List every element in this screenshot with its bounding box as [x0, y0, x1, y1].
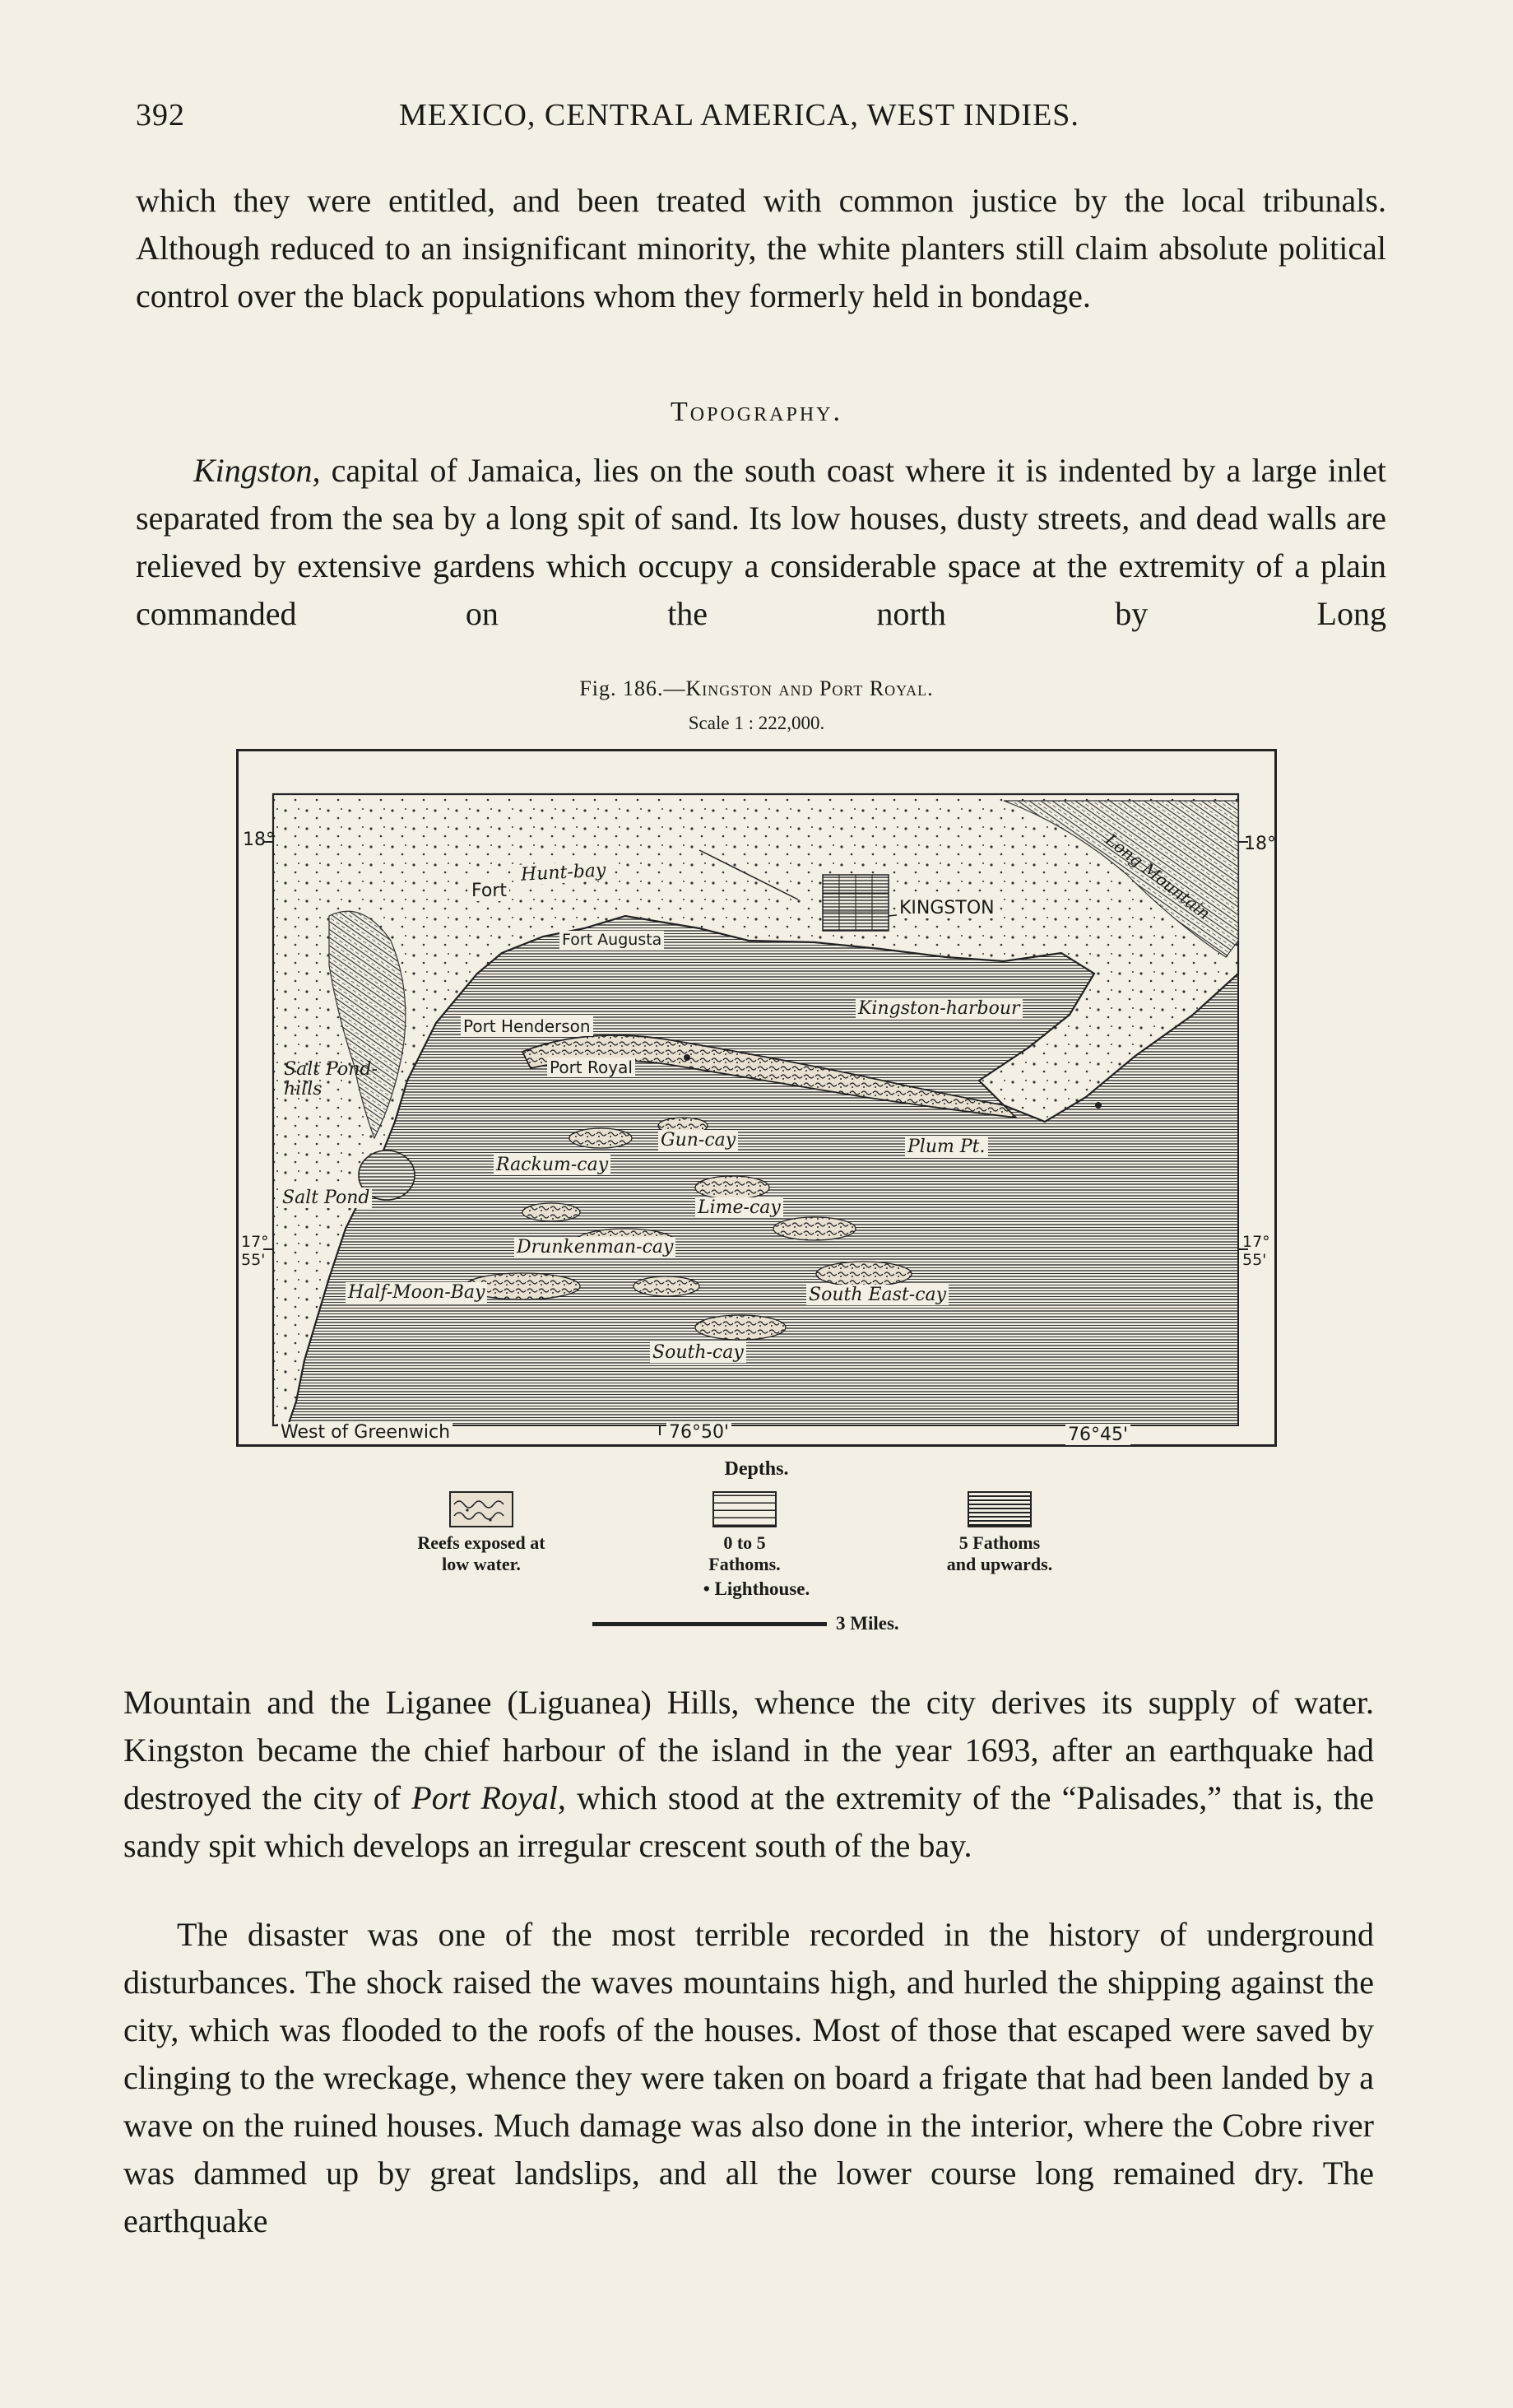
- map-label-salt-pond-hills: Salt Pond- hills: [284, 1059, 378, 1099]
- paragraph-2-text: capital of Jamaica, lies on the south coast where it is indented by a large inlet separated from the sea by a long spit of sand. Its low houses, dusty streets, and dead walls are relieved by extensive gardens which occupy a considerable space at the extremity of a plain commanded on the north by Long: [136, 452, 1386, 632]
- section-heading: Topography.: [671, 397, 842, 427]
- map-label-port-royal: Port Royal: [547, 1058, 635, 1077]
- scale-bar-label: 3 Miles.: [836, 1613, 899, 1634]
- paragraph-3-text-b: which stood at the extremity of the “Palisades,” that is, the sandy spit which develops an irregular crescent south of the bay.: [123, 1779, 1374, 1864]
- figure-title: Kingston and Port Royal.: [685, 676, 934, 700]
- map-label-fort-augusta: Fort Augusta: [559, 931, 664, 949]
- scale-bar-line: [592, 1622, 827, 1626]
- paragraph-2: [136, 447, 1386, 638]
- map-label-south-cay: South-cay: [650, 1342, 746, 1363]
- paragraph-3-italic: Port Royal,: [411, 1779, 566, 1816]
- legend-item-reefs: [370, 1491, 592, 1575]
- kingston-town: [823, 875, 889, 931]
- map-label-half-moon-bay: Half-Moon-Bay: [346, 1282, 487, 1303]
- legend-label-deep: 5 Fathoms and upwards.: [946, 1532, 1053, 1574]
- paragraph-1: which they were entitled, and been treated with common justice by the local tribunals. Although reduced to an insignificant minority, the white planters still claim absolute political control over the black populations whom they formerly held in bondage.: [136, 182, 1386, 314]
- map-label-plum-pt: Plum Pt.: [905, 1137, 988, 1157]
- map-label-rackum-cay: Rackum-cay: [494, 1155, 610, 1175]
- scale-bar: [592, 1613, 1004, 1638]
- map-label-lon-7645: 76°45': [1065, 1425, 1130, 1445]
- legend-swatch-deep: [968, 1491, 1032, 1527]
- legend-lighthouse: • Lighthouse.: [703, 1578, 810, 1599]
- map-label-drunkenman-cay: Drunkenman-cay: [514, 1237, 675, 1257]
- map-label-gun-cay: Gun-cay: [658, 1130, 738, 1151]
- page-header: [136, 97, 1386, 146]
- map-label-salt-pond: Salt Pond: [280, 1188, 372, 1208]
- map-label-lon-7650: 76°50': [666, 1422, 731, 1443]
- map-label-hunt-bay: Hunt-bay: [517, 860, 609, 886]
- map-label-lat-18-left: 18°: [243, 830, 275, 850]
- map-label-lat-1755-left: 17° 55': [241, 1233, 269, 1269]
- map-label-west-of-greenwich: West of Greenwich: [278, 1422, 453, 1443]
- reef-swatch-icon: [451, 1493, 512, 1526]
- legend-swatch-shallow: [712, 1491, 777, 1527]
- paragraph-2-italic: Kingston,: [193, 452, 321, 489]
- paragraph-3: [123, 1679, 1374, 1870]
- map-label-kingston-harbour: Kingston-harbour: [856, 998, 1023, 1019]
- map-figure: [236, 749, 1277, 1447]
- paragraph-3-text-a: Mountain and the Liganee (Liguanea) Hills, whence the city derives its supply of water. Kingston became the chief harbour of the island in the year 1693, after an earthquake had destroyed the city of: [123, 1684, 1374, 1816]
- running-title: MEXICO, CENTRAL AMERICA, WEST INDIES.: [399, 98, 1079, 132]
- legend-label-reefs: Reefs exposed at low water.: [417, 1532, 545, 1574]
- legend-item-shallow: [650, 1491, 839, 1575]
- map-label-lime-cay: Lime-cay: [695, 1197, 783, 1218]
- map-label-south-east-cay: South East-cay: [806, 1285, 949, 1305]
- map-label-fort: Fort: [469, 881, 509, 901]
- legend-label-shallow: 0 to 5 Fathoms.: [708, 1532, 781, 1574]
- figure-caption: [0, 676, 1513, 701]
- map-label-lat-18-right: 18°: [1244, 834, 1276, 854]
- legend-item-deep: [897, 1491, 1102, 1575]
- map-label-lat-1755-right: 17° 55': [1242, 1233, 1270, 1269]
- page-number: 392: [136, 98, 185, 132]
- map-label-port-henderson: Port Henderson: [461, 1016, 593, 1036]
- legend-title: Depths.: [724, 1458, 789, 1480]
- map-label-long-mountain: Long Mountain: [1102, 829, 1214, 924]
- paragraph-4: The disaster was one of the most terrible recorded in the history of underground disturbances. The shock raised the waves mountains high, and hurled the shipping against the city, which was flooded to the roofs of the houses. Most of those that escaped were saved by clinging to the wreckage, whence they were taken on board a frigate that had been landed by a wave on the ruined houses. Much damage was also done in the interior, where the Cobre river was dammed up by great landslips, and all the lower course long remained dry. The earthquake: [123, 1916, 1374, 2239]
- legend-swatch-reefs: [449, 1491, 513, 1527]
- map-label-kingston: KINGSTON: [897, 898, 997, 918]
- figure-scale: Scale 1 : 222,000.: [688, 713, 825, 733]
- figure-label: Fig. 186.—: [579, 676, 686, 700]
